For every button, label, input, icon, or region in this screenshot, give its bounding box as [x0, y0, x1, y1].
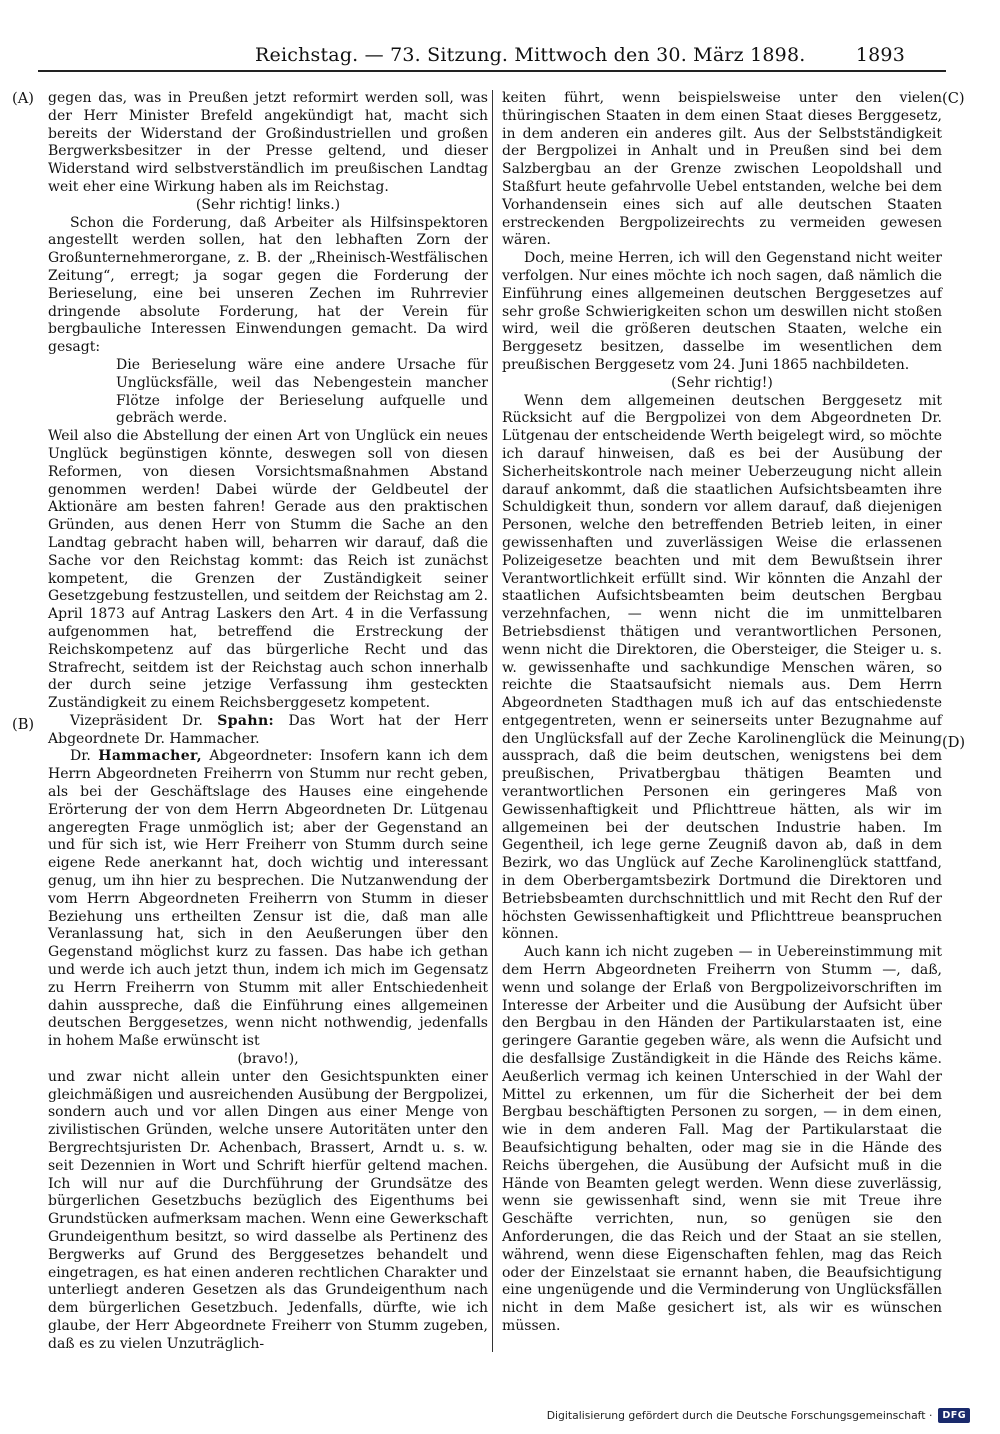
speaker-paragraph: [48, 748, 488, 1051]
page-header: [255, 38, 905, 72]
margin-marker-c: (C): [942, 90, 965, 107]
paragraph: Auch kann ich nicht zugeben — in Uebereinstimmung mit dem Herrn Abgeordneten Freiherrn von Stumm —, daß, wenn und solange der Erlaß von Bergpolizeivorschriften im Interesse der Arbeiter und die Ausübung der Aufsicht über den Bergbau in den Händen der Partikularstaaten ist, eine geringere Garantie gegeben wäre, als wenn die Aufsicht und die desfallsige Zuständigkeit in die Hände des Reichs käme. Aeußerlich vermag ich keinen Unterschied in der Wahl der Mittel zu erkennen, um für die Sicherheit der bei dem Bergbau beschäftigten Personen zu sorgen, — in dem einen, wie in dem anderen Fall. Mag der Partikularstaat die Beaufsichtigung behalten, oder mag sie in die Hände des Reichs übergehen, die Ausübung der Aufsicht muß in die Hände von Beamten gelegt werden. Wenn diese zuverlässig, wenn sie gewissenhaft sind, wenn sie mit Treue ihre Geschäfte verrichten, nun, so genügen sie den Anforderungen, die das Reich und der Staat an sie stellen, während, wenn diese Eigenschaften fehlen, mag das Reich oder der Einzelstaat sie ernannt haben, die Beaufsichtigung eine ungenügende und die Verminderung von Unglücksfällen nicht in dem Maße gesichert ist, als wir es wünschen müssen.: [502, 944, 942, 1334]
speaker-name: Hammacher,: [98, 748, 203, 765]
paragraph: Doch, meine Herren, ich will den Gegenstand nicht weiter verfolgen. Nur eines möchte ich noch sagen, daß nämlich die Einführung eines allgemeinen deutschen Berggesetzes auf sehr große Schwierigkeiten schon um deswillen nicht stoßen wird, weil die größeren deutschen Staaten, welche ein Berggesetz besitzen, dasselbe im wesentlichen dem preußischen Berggesetz vom 24. Juni 1865 nachbildeten.: [502, 250, 942, 373]
dfg-logo: DFG: [938, 1408, 970, 1423]
paragraph: Weil also die Abstellung der einen Art von Unglück ein neues Unglück begünstigen könnte, deswegen soll von diesen Reformen, von diesen Vorsichtsmaßnahmen Abstand genommen werden! Dabei würde der Geldbeutel der Aktionäre am besten fahren! Gerade aus den praktischen Gründen, aus denen Herr von Stumm die Sache an den Landtag gebracht haben will, beharren wir darauf, daß die Sache vor den Reichstag kommt: das Reich ist zunächst kompetent, die Grenzen der Zuständigkeit seiner Gesetzgebung festzustellen, und seitdem der Reichstag am 2. April 1873 auf Antrag Laskers den Art. 4 in die Verfassung aufgenommen hat, betreffend die Erstreckung der Reichskompetenz auf das bürgerliche Recht und das Strafrecht, seitdem ist der Reichstag auch schon innerhalb der durch seine jetzige Verfassung ihm gesteckten Zuständigkeit zu einem Reichsberggesetz kompetent.: [48, 428, 488, 712]
page-number: 1893: [855, 44, 905, 66]
paragraph: und zwar nicht allein unter den Gesichtspunkten einer gleichmäßigen und ausreichenden Ausübung der Bergpolizei, sondern auch und vor allen Dingen aus einer Menge von zivilistischen Gründen, welche unsere Autoritäten unter den Bergrechtsjuristen Dr. Achenbach, Brassert, Arndt u. s. w. seit Dezennien in Wort und Schrift hierfür geltend machen. Ich will nur auf die Durchführung der Grundsätze des bürgerlichen Gesetzbuchs bezüglich des Eigenthums bei Grundstücken aufmerksam machen. Wenn eine Gewerkschaft Grundeigenthum besitzt, so wird dasselbe als Pertinenz des Bergwerks auf Grund des Berggesetzes behandelt und eingetragen, es hat einen anderen rechtlichen Charakter und unterliegt anderen Gesetzen als das Grundeigenthum nach dem bürgerlichen Gesetzbuch. Jedenfalls, dürfte, wie ich glaube, der Herr Abgeordnete Freiherr von Stumm zugeben, daß es zu vielen Unzuträglich-: [48, 1068, 488, 1352]
interjection: (Sehr richtig! links.): [195, 196, 341, 213]
digitization-footer: [547, 1406, 970, 1424]
interjection: (Sehr richtig!): [671, 374, 773, 391]
header-rule: [38, 70, 946, 72]
paragraph: Wenn dem allgemeinen deutschen Berggesetz mit Rücksicht auf die Bergpolizei von dem Abgeordneten Dr. Lütgenau der entscheidende Werth beigelegt wird, so möchte ich darauf hinweisen, daß es bei der Ausübung der Sicherheitskontrole nach meiner Ueberzeugung nicht allein darauf ankommt, daß die staatlichen Aufsichtsbeamten ihre Schuldigkeit thun, sondern vor allem darauf, daß diejenigen Personen, welche den betreffenden Betrieb leiten, in einer gewissenhaften und zuverlässigen Weise die erlassenen Polizeigesetze beachten und mit dem Bewußtsein ihrer Verantwortlichkeit erfüllt sind. Wir könnten die Anzahl der staatlichen Aufsichtsbeamten beim deutschen Bergbau verzehnfachen, — wenn nicht die im unmittelbaren Betriebsdienst thätigen und verantwortlichen Personen, wenn nicht die Direktoren, die Obersteiger, die Steiger u. s. w. gewissenhafte und sachkundige Menschen wären, so reichte die Staatsaufsicht niemals aus. Dem Herrn Abgeordneten Stadthagen muß ich auf das entschiedenste entgegentreten, wenn er seinerseits unter Bezugnahme auf den Unglücksfall auf der Zeche Karolinenglück die Meinung aussprach, daß die beim deutschen, wenigstens bei dem preußischen, Privatbergbau thätigen Beamten und verantwortlichen Personen ein geringeres Maß von Gewissenhaftigkeit und Pflichttreue hätten, als wir im allgemeinen bei der deutschen Industrie haben. Im Gegentheil, ich lege gerne Zeugniß davon ab, daß in dem Bezirk, wo das Unglück auf Zeche Karolinenglück stattfand, in dem Oberbergamtsbezirk Dortmund die Direktoren und Betriebsbeamten durchschnittlich und mit Recht den Ruf der höchsten Gewissenhaftigkeit und Pflichttreue beanspruchen können.: [502, 392, 942, 943]
interjection: (bravo!),: [237, 1051, 299, 1068]
margin-marker-b: (B): [12, 716, 35, 733]
margin-marker-a: (A): [12, 90, 34, 107]
right-column: [502, 90, 942, 1360]
footer-credit: Digitalisierung gefördert durch die Deutsche Forschungsgemeinschaft ·: [546, 1408, 933, 1422]
paragraph: Schon die Forderung, daß Arbeiter als Hilfsinspektoren angestellt werden sollen, hat den lebhaften Zorn der Großunternehmerorgane, z. B. der „Rheinisch-Westfälischen Zeitung“, erregt; ja sogar gegen die Forderung der Berieselung, eine bei unseren Zechen im Ruhrrevier dringende absolute Forderung, hat der Verein für bergbauliche Interessen Einwendungen gemacht. Da wird gesagt:: [48, 214, 488, 356]
running-title: Reichstag. — 73. Sitzung. Mittwoch den 30. März 1898.: [255, 44, 806, 66]
column-divider: [492, 90, 493, 1352]
speaker-role: Dr.: [70, 748, 99, 765]
paragraph: gegen das, was in Preußen jetzt reformirt werden soll, was der Herr Minister Brefeld angekündigt hat, macht sich bereits der Widerstand der Großindustriellen und großen Bergwerksbesitzer in der Presse geltend, und dieser Widerstand wird selbstverständlich im preußischen Landtag weit eher eine Wirkung haben als im Reichstag.: [48, 90, 488, 195]
margin-marker-d: (D): [942, 734, 966, 751]
left-column: [48, 90, 488, 1360]
speaker-role: Vizepräsident Dr.: [70, 712, 218, 729]
speech-text: Abgeordneter: Insofern kann ich dem Herrn Abgeordneten Freiherrn von Stumm nur recht geben, als bei der Geschäftslage des Hauses eine eingehende Erörterung der von dem Herrn Abgeordneten Dr. Lütgenau angeregten Frage unmöglich ist; aber der Gegenstand an und für sich ist, wie Herr Freiherr von Stumm durch seine eigene Rede anerkannt hat, doch wichtig und interessant genug, um ihn hier zu besprechen. Die Nutzanwendung der vom Herrn Abgeordneten Freiherrn von Stumm in dieser Beziehung uns ertheilten Zensur ist die, daß man alle Veranlassung hat, sich in den Aeußerungen über den Gegenstand möglichst kurz zu fassen. Das habe ich gethan und werde ich auch jetzt thun, indem ich mich im Gegensatz zu Herrn Freiherrn von Stumm mit aller Entschiedenheit dahin ausspreche, daß die Einführung eines allgemeinen deutschen Berggesetzes, wenn nicht nothwendig, jedenfalls in hohem Maße erwünscht ist: [48, 748, 488, 1050]
paragraph: keiten führt, wenn beispielsweise unter den vielen thüringischen Staaten in dem einen Staat dieses Berggesetz, in dem anderen ein anderes gilt. Aus der Selbstständigkeit der Bergpolizei in Anhalt und in Preußen sind bei dem Salzbergbau an der Grenze zwischen Leopoldshall und Staßfurt heute gefahrvolle Uebel entstanden, welche bei dem Vorhandensein eines sich auf alle deutschen Staaten erstreckenden Bergpolizeirechts zu vermeiden gewesen wären.: [502, 90, 942, 249]
speaker-paragraph: [48, 713, 488, 749]
speech-text: Das Wort hat der Herr Abgeordnete Dr. Hammacher.: [48, 712, 488, 747]
speaker-name: Spahn:: [217, 712, 275, 729]
block-quote: Die Berieselung wäre eine andere Ursache für Unglücksfälle, weil das Nebengestein mancher Flötze infolge der Berieselung aufquelle und gebräch werde.: [116, 356, 488, 427]
